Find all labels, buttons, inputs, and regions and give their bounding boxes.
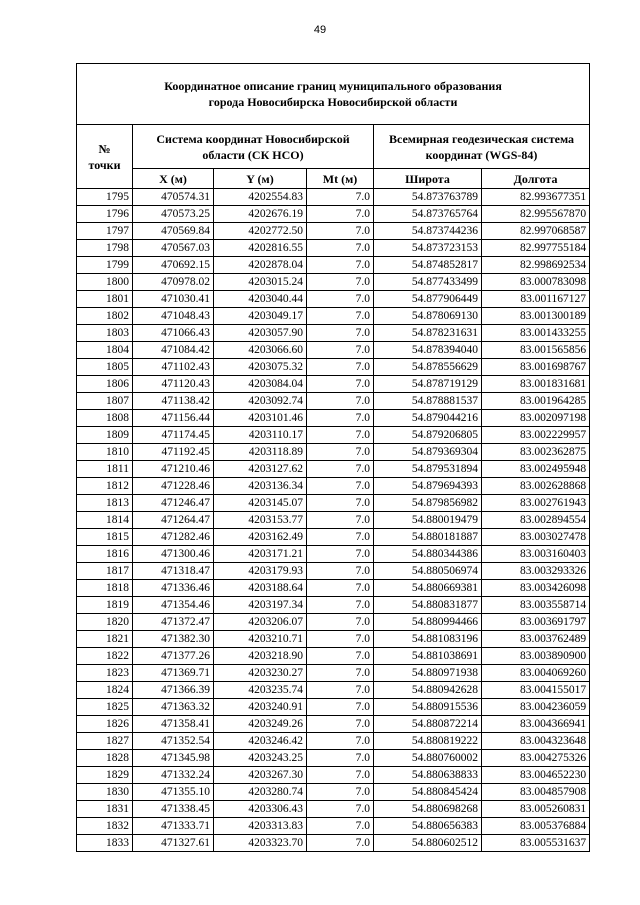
table-row: [77, 257, 590, 274]
longitude-cell: 82.997755184: [482, 240, 590, 257]
y-cell: 4203110.17: [214, 427, 307, 444]
y-cell: 4202878.04: [214, 257, 307, 274]
mt-cell: 7.0: [307, 801, 374, 818]
header-x: X (м): [133, 169, 214, 189]
latitude-cell: 54.881038691: [374, 648, 482, 665]
y-cell: 4202554.83: [214, 189, 307, 206]
longitude-cell: 83.005376884: [482, 818, 590, 835]
y-cell: 4203246.42: [214, 733, 307, 750]
latitude-cell: 54.880506974: [374, 563, 482, 580]
x-cell: 471363.32: [133, 699, 214, 716]
mt-cell: 7.0: [307, 478, 374, 495]
longitude-cell: 82.993677351: [482, 189, 590, 206]
latitude-cell: 54.874852817: [374, 257, 482, 274]
y-cell: 4203188.64: [214, 580, 307, 597]
table-row: [77, 733, 590, 750]
x-cell: 471372.47: [133, 614, 214, 631]
mt-cell: 7.0: [307, 648, 374, 665]
x-cell: 471333.71: [133, 818, 214, 835]
y-cell: 4203243.25: [214, 750, 307, 767]
x-cell: 471138.42: [133, 393, 214, 410]
latitude-cell: 54.880831877: [374, 597, 482, 614]
latitude-cell: 54.879206805: [374, 427, 482, 444]
header-wgs-system: [374, 125, 590, 169]
point-number-cell: 1822: [77, 648, 133, 665]
table-row: [77, 427, 590, 444]
longitude-cell: 83.003691797: [482, 614, 590, 631]
x-cell: 471345.98: [133, 750, 214, 767]
latitude-cell: 54.880181887: [374, 529, 482, 546]
longitude-cell: 83.005531637: [482, 835, 590, 852]
longitude-cell: 83.001698767: [482, 359, 590, 376]
y-cell: 4203218.90: [214, 648, 307, 665]
x-cell: 471336.46: [133, 580, 214, 597]
x-cell: 470574.31: [133, 189, 214, 206]
table-row: [77, 546, 590, 563]
mt-cell: 7.0: [307, 682, 374, 699]
y-cell: 4203280.74: [214, 784, 307, 801]
x-cell: 471174.45: [133, 427, 214, 444]
table-body: [77, 189, 590, 852]
point-number-cell: 1796: [77, 206, 133, 223]
mt-cell: 7.0: [307, 767, 374, 784]
point-number-cell: 1832: [77, 818, 133, 835]
point-number-cell: 1826: [77, 716, 133, 733]
mt-cell: 7.0: [307, 665, 374, 682]
y-cell: 4202816.55: [214, 240, 307, 257]
y-cell: 4203015.24: [214, 274, 307, 291]
header-local-system: [133, 125, 374, 169]
point-number-cell: 1798: [77, 240, 133, 257]
x-cell: 471338.45: [133, 801, 214, 818]
table-row: [77, 478, 590, 495]
table-row: [77, 767, 590, 784]
longitude-cell: 83.001964285: [482, 393, 590, 410]
y-cell: 4203084.04: [214, 376, 307, 393]
y-cell: 4203249.26: [214, 716, 307, 733]
longitude-cell: 83.002229957: [482, 427, 590, 444]
table-row: [77, 597, 590, 614]
table-row: [77, 614, 590, 631]
x-cell: 471382.30: [133, 631, 214, 648]
table-row: [77, 223, 590, 240]
longitude-cell: 82.998692534: [482, 257, 590, 274]
latitude-cell: 54.880845424: [374, 784, 482, 801]
table-title-line-2: города Новосибирска Новосибирской области: [208, 95, 458, 109]
x-cell: 471084.42: [133, 342, 214, 359]
longitude-cell: 83.002761943: [482, 495, 590, 512]
y-cell: 4203210.71: [214, 631, 307, 648]
point-number-cell: 1806: [77, 376, 133, 393]
latitude-cell: 54.878556629: [374, 359, 482, 376]
page-number: 49: [313, 24, 327, 36]
latitude-cell: 54.879694393: [374, 478, 482, 495]
x-cell: 471030.41: [133, 291, 214, 308]
mt-cell: 7.0: [307, 733, 374, 750]
point-number-cell: 1810: [77, 444, 133, 461]
mt-cell: 7.0: [307, 563, 374, 580]
point-number-cell: 1815: [77, 529, 133, 546]
x-cell: 471246.47: [133, 495, 214, 512]
point-number-cell: 1833: [77, 835, 133, 852]
latitude-cell: 54.880669381: [374, 580, 482, 597]
point-number-cell: 1801: [77, 291, 133, 308]
table-row: [77, 529, 590, 546]
latitude-cell: 54.877906449: [374, 291, 482, 308]
mt-cell: 7.0: [307, 427, 374, 444]
table-row: [77, 818, 590, 835]
latitude-cell: 54.880656383: [374, 818, 482, 835]
point-number-cell: 1814: [77, 512, 133, 529]
table-row: [77, 376, 590, 393]
y-cell: 4203092.74: [214, 393, 307, 410]
header-y: Y (м): [214, 169, 307, 189]
y-cell: 4203306.43: [214, 801, 307, 818]
latitude-cell: 54.873763789: [374, 189, 482, 206]
x-cell: 471300.46: [133, 546, 214, 563]
point-number-cell: 1828: [77, 750, 133, 767]
point-number-cell: 1795: [77, 189, 133, 206]
longitude-cell: 83.003160403: [482, 546, 590, 563]
longitude-cell: 83.004155017: [482, 682, 590, 699]
point-number-cell: 1812: [77, 478, 133, 495]
latitude-cell: 54.873744236: [374, 223, 482, 240]
y-cell: 4203230.27: [214, 665, 307, 682]
latitude-cell: 54.880698268: [374, 801, 482, 818]
longitude-cell: 82.997068587: [482, 223, 590, 240]
table-row: [77, 342, 590, 359]
y-cell: 4203066.60: [214, 342, 307, 359]
table-row: [77, 240, 590, 257]
x-cell: 471102.43: [133, 359, 214, 376]
latitude-cell: 54.873723153: [374, 240, 482, 257]
longitude-cell: 83.002894554: [482, 512, 590, 529]
point-number-cell: 1819: [77, 597, 133, 614]
point-number-cell: 1808: [77, 410, 133, 427]
x-cell: 471264.47: [133, 512, 214, 529]
y-cell: 4202772.50: [214, 223, 307, 240]
x-cell: 471354.46: [133, 597, 214, 614]
y-cell: 4203136.34: [214, 478, 307, 495]
mt-cell: 7.0: [307, 835, 374, 852]
table-row: [77, 189, 590, 206]
latitude-cell: 54.877433499: [374, 274, 482, 291]
latitude-cell: 54.879531894: [374, 461, 482, 478]
x-cell: 471228.46: [133, 478, 214, 495]
table-row: [77, 750, 590, 767]
mt-cell: 7.0: [307, 699, 374, 716]
point-number-cell: 1829: [77, 767, 133, 784]
table-row: [77, 495, 590, 512]
table-row: [77, 699, 590, 716]
table-row: [77, 835, 590, 852]
y-cell: 4203323.70: [214, 835, 307, 852]
mt-cell: 7.0: [307, 291, 374, 308]
latitude-cell: 54.880971938: [374, 665, 482, 682]
table-row: [77, 410, 590, 427]
mt-cell: 7.0: [307, 376, 374, 393]
header-point-number-line-1: №: [98, 141, 111, 156]
point-number-cell: 1824: [77, 682, 133, 699]
mt-cell: 7.0: [307, 597, 374, 614]
mt-cell: 7.0: [307, 631, 374, 648]
table-row: [77, 682, 590, 699]
table-row: [77, 393, 590, 410]
longitude-cell: 83.003762489: [482, 631, 590, 648]
mt-cell: 7.0: [307, 495, 374, 512]
latitude-cell: 54.878394040: [374, 342, 482, 359]
longitude-cell: 83.004652230: [482, 767, 590, 784]
point-number-cell: 1813: [77, 495, 133, 512]
table-row: [77, 291, 590, 308]
point-number-cell: 1818: [77, 580, 133, 597]
longitude-cell: 83.002362875: [482, 444, 590, 461]
point-number-cell: 1830: [77, 784, 133, 801]
header-mt: Mt (м): [307, 169, 374, 189]
point-number-cell: 1827: [77, 733, 133, 750]
y-cell: 4203127.62: [214, 461, 307, 478]
longitude-cell: 83.002628868: [482, 478, 590, 495]
mt-cell: 7.0: [307, 461, 374, 478]
longitude-cell: 83.003558714: [482, 597, 590, 614]
mt-cell: 7.0: [307, 240, 374, 257]
y-cell: 4203040.44: [214, 291, 307, 308]
x-cell: 471327.61: [133, 835, 214, 852]
latitude-cell: 54.880638833: [374, 767, 482, 784]
x-cell: 470978.02: [133, 274, 214, 291]
mt-cell: 7.0: [307, 223, 374, 240]
x-cell: 470567.03: [133, 240, 214, 257]
x-cell: 471048.43: [133, 308, 214, 325]
x-cell: 471355.10: [133, 784, 214, 801]
latitude-cell: 54.878069130: [374, 308, 482, 325]
y-cell: 4203057.90: [214, 325, 307, 342]
coordinates-table: [76, 63, 590, 852]
longitude-cell: 83.003890900: [482, 648, 590, 665]
x-cell: 471377.26: [133, 648, 214, 665]
y-cell: 4202676.19: [214, 206, 307, 223]
point-number-cell: 1807: [77, 393, 133, 410]
longitude-cell: 83.004366941: [482, 716, 590, 733]
point-number-cell: 1816: [77, 546, 133, 563]
longitude-cell: 83.004069260: [482, 665, 590, 682]
table-row: [77, 648, 590, 665]
header-point-number-line-2: точки: [88, 157, 121, 172]
y-cell: 4203179.93: [214, 563, 307, 580]
latitude-cell: 54.878881537: [374, 393, 482, 410]
longitude-cell: 83.003426098: [482, 580, 590, 597]
y-cell: 4203145.07: [214, 495, 307, 512]
table-row: [77, 308, 590, 325]
y-cell: 4203240.91: [214, 699, 307, 716]
latitude-cell: 54.880760002: [374, 750, 482, 767]
y-cell: 4203197.34: [214, 597, 307, 614]
latitude-cell: 54.878231631: [374, 325, 482, 342]
x-cell: 471066.43: [133, 325, 214, 342]
latitude-cell: 54.880344386: [374, 546, 482, 563]
x-cell: 471332.24: [133, 767, 214, 784]
latitude-cell: 54.878719129: [374, 376, 482, 393]
header-local-system-line-1: Система координат Новосибирской: [156, 131, 350, 146]
mt-cell: 7.0: [307, 512, 374, 529]
table-row: [77, 512, 590, 529]
point-number-cell: 1802: [77, 308, 133, 325]
longitude-cell: 83.005260831: [482, 801, 590, 818]
mt-cell: 7.0: [307, 274, 374, 291]
mt-cell: 7.0: [307, 444, 374, 461]
point-number-cell: 1820: [77, 614, 133, 631]
latitude-cell: 54.879044216: [374, 410, 482, 427]
table-row: [77, 716, 590, 733]
mt-cell: 7.0: [307, 614, 374, 631]
y-cell: 4203313.83: [214, 818, 307, 835]
mt-cell: 7.0: [307, 325, 374, 342]
longitude-cell: 83.001300189: [482, 308, 590, 325]
point-number-cell: 1799: [77, 257, 133, 274]
x-cell: 471369.71: [133, 665, 214, 682]
x-cell: 470692.15: [133, 257, 214, 274]
latitude-cell: 54.879856982: [374, 495, 482, 512]
point-number-cell: 1803: [77, 325, 133, 342]
table-row: [77, 580, 590, 597]
table-row: [77, 461, 590, 478]
longitude-cell: 83.004275326: [482, 750, 590, 767]
y-cell: 4203235.74: [214, 682, 307, 699]
latitude-cell: 54.873765764: [374, 206, 482, 223]
table-title: [77, 64, 590, 125]
x-cell: 470573.25: [133, 206, 214, 223]
x-cell: 470569.84: [133, 223, 214, 240]
point-number-cell: 1804: [77, 342, 133, 359]
latitude-cell: 54.880602512: [374, 835, 482, 852]
header-wgs-system-line-2: координат (WGS-84): [425, 147, 538, 162]
y-cell: 4203118.89: [214, 444, 307, 461]
latitude-cell: 54.880819222: [374, 733, 482, 750]
x-cell: 471156.44: [133, 410, 214, 427]
y-cell: 4203171.21: [214, 546, 307, 563]
longitude-cell: 83.002495948: [482, 461, 590, 478]
table-row: [77, 784, 590, 801]
header-latitude: Широта: [374, 169, 482, 189]
header-local-system-line-2: области (СК НСО): [202, 147, 304, 162]
latitude-cell: 54.881083196: [374, 631, 482, 648]
header-point-number: [77, 125, 133, 189]
point-number-cell: 1800: [77, 274, 133, 291]
mt-cell: 7.0: [307, 410, 374, 427]
mt-cell: 7.0: [307, 784, 374, 801]
longitude-cell: 83.004323648: [482, 733, 590, 750]
mt-cell: 7.0: [307, 393, 374, 410]
table-row: [77, 359, 590, 376]
x-cell: 471282.46: [133, 529, 214, 546]
mt-cell: 7.0: [307, 580, 374, 597]
x-cell: 471352.54: [133, 733, 214, 750]
mt-cell: 7.0: [307, 359, 374, 376]
mt-cell: 7.0: [307, 257, 374, 274]
longitude-cell: 83.003027478: [482, 529, 590, 546]
point-number-cell: 1821: [77, 631, 133, 648]
longitude-cell: 83.004857908: [482, 784, 590, 801]
mt-cell: 7.0: [307, 716, 374, 733]
y-cell: 4203153.77: [214, 512, 307, 529]
latitude-cell: 54.880019479: [374, 512, 482, 529]
y-cell: 4203206.07: [214, 614, 307, 631]
table-row: [77, 665, 590, 682]
mt-cell: 7.0: [307, 529, 374, 546]
longitude-cell: 83.001831681: [482, 376, 590, 393]
longitude-cell: 83.000783098: [482, 274, 590, 291]
table-row: [77, 563, 590, 580]
longitude-cell: 83.001167127: [482, 291, 590, 308]
header-wgs-system-line-1: Всемирная геодезическая система: [389, 131, 575, 146]
table-row: [77, 206, 590, 223]
point-number-cell: 1817: [77, 563, 133, 580]
mt-cell: 7.0: [307, 308, 374, 325]
point-number-cell: 1823: [77, 665, 133, 682]
longitude-cell: 83.003293326: [482, 563, 590, 580]
latitude-cell: 54.880872214: [374, 716, 482, 733]
point-number-cell: 1797: [77, 223, 133, 240]
x-cell: 471366.39: [133, 682, 214, 699]
mt-cell: 7.0: [307, 206, 374, 223]
latitude-cell: 54.879369304: [374, 444, 482, 461]
point-number-cell: 1811: [77, 461, 133, 478]
x-cell: 471120.43: [133, 376, 214, 393]
mt-cell: 7.0: [307, 818, 374, 835]
x-cell: 471192.45: [133, 444, 214, 461]
x-cell: 471210.46: [133, 461, 214, 478]
latitude-cell: 54.880994466: [374, 614, 482, 631]
x-cell: 471358.41: [133, 716, 214, 733]
y-cell: 4203049.17: [214, 308, 307, 325]
table-row: [77, 631, 590, 648]
latitude-cell: 54.880915536: [374, 699, 482, 716]
longitude-cell: 82.995567870: [482, 206, 590, 223]
x-cell: 471318.47: [133, 563, 214, 580]
table-title-line-1: Координатное описание границ муниципального образования: [164, 79, 502, 93]
point-number-cell: 1809: [77, 427, 133, 444]
mt-cell: 7.0: [307, 189, 374, 206]
y-cell: 4203101.46: [214, 410, 307, 427]
mt-cell: 7.0: [307, 750, 374, 767]
longitude-cell: 83.002097198: [482, 410, 590, 427]
table-row: [77, 274, 590, 291]
longitude-cell: 83.004236059: [482, 699, 590, 716]
mt-cell: 7.0: [307, 342, 374, 359]
table-row: [77, 801, 590, 818]
point-number-cell: 1805: [77, 359, 133, 376]
header-longitude: Долгота: [482, 169, 590, 189]
point-number-cell: 1831: [77, 801, 133, 818]
point-number-cell: 1825: [77, 699, 133, 716]
latitude-cell: 54.880942628: [374, 682, 482, 699]
y-cell: 4203075.32: [214, 359, 307, 376]
y-cell: 4203162.49: [214, 529, 307, 546]
longitude-cell: 83.001565856: [482, 342, 590, 359]
y-cell: 4203267.30: [214, 767, 307, 784]
table-row: [77, 444, 590, 461]
table-row: [77, 325, 590, 342]
longitude-cell: 83.001433255: [482, 325, 590, 342]
mt-cell: 7.0: [307, 546, 374, 563]
